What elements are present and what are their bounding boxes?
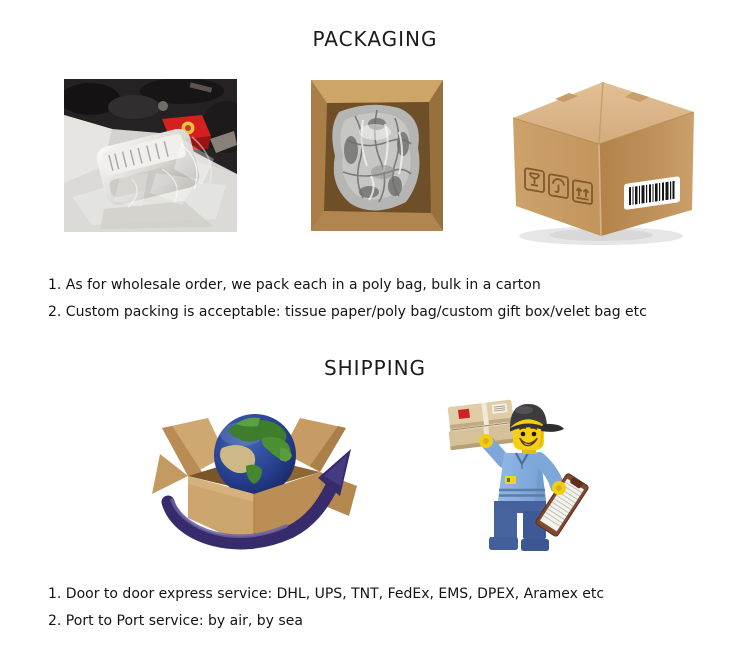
shipping-notes: [48, 581, 604, 635]
shipping-title: SHIPPING: [323, 356, 427, 380]
parcel-red-label: [458, 409, 470, 419]
shipping-note-1: 1. Door to door express service: DHL, UPS, TNT, FedEx, EMS, DPEX, Aramex etc: [48, 586, 605, 602]
packaging-photo-carton-open: [311, 80, 443, 231]
globe: [214, 414, 296, 496]
poly-bag-bundle: [332, 105, 419, 211]
shipping-note-2: 2. Port to Port service: by air, by sea: [48, 613, 303, 629]
courier-hand: [552, 481, 566, 495]
courier-cap: [510, 404, 564, 432]
shipping-illustration-courier-figure: [428, 393, 613, 561]
packaging-note-1: 1. As for wholesale order, we pack each in a poly bag, bulk in a carton: [48, 277, 541, 293]
packaging-title: PACKAGING: [312, 27, 438, 51]
carton-top-flap: [311, 80, 443, 103]
packaging-notes: [48, 272, 647, 326]
packaging-note-2: 2. Custom packing is acceptable: tissue paper/poly bag/custom gift box/velet bag etc: [48, 304, 647, 320]
packaging-photo-polybag: [64, 79, 237, 232]
packaging-illustration-carton-box: [503, 68, 703, 250]
shirt-badge: [505, 476, 516, 484]
shipping-illustration-globe-box: [150, 392, 360, 562]
